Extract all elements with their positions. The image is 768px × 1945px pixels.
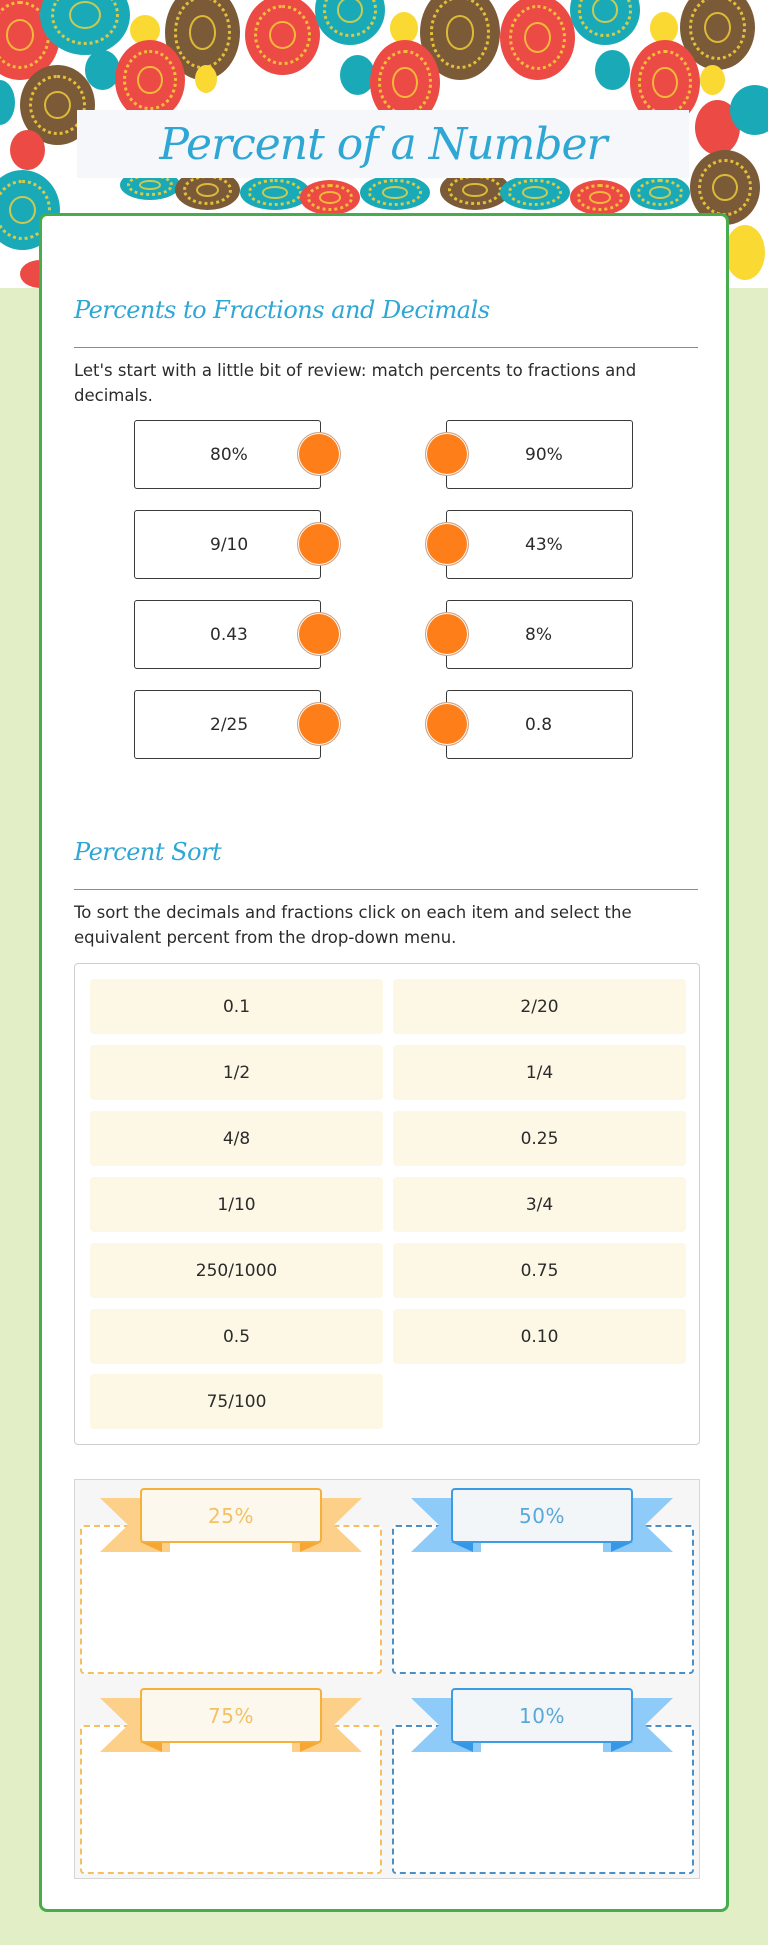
sort-instructions: To sort the decimals and fractions click on each item and select the equivalent percent from the drop-down menu. (74, 903, 632, 947)
sort-item[interactable]: 250/1000 (90, 1243, 383, 1298)
category-label: 75% (140, 1688, 322, 1743)
category-label: 10% (451, 1688, 633, 1743)
sort-item[interactable]: 0.5 (90, 1309, 383, 1364)
category-ribbon (100, 1688, 362, 1750)
match-item-right[interactable] (446, 420, 633, 489)
connector-handle-left[interactable] (297, 702, 341, 746)
sort-item[interactable]: 2/20 (393, 979, 686, 1034)
connector-handle-left[interactable] (297, 432, 341, 476)
sort-item[interactable]: 0.1 (90, 979, 383, 1034)
match-item-right[interactable] (446, 690, 633, 759)
match-item-label: 8% (525, 624, 552, 645)
worksheet-card (39, 213, 729, 1912)
sort-item[interactable]: 1/2 (90, 1045, 383, 1100)
match-item-right[interactable] (446, 600, 633, 669)
section-title-matching: Percents to Fractions and Decimals (74, 296, 490, 324)
matching-instructions: Let's start with a little bit of review: match percents to fractions and decimals. (74, 361, 637, 405)
match-item-label: 80% (210, 444, 248, 465)
page-title: Percent of a Number (159, 118, 607, 170)
connector-handle-right[interactable] (425, 522, 469, 566)
connector-handle-right[interactable] (425, 432, 469, 476)
sort-item[interactable]: 1/4 (393, 1045, 686, 1100)
match-item-left[interactable] (134, 690, 321, 759)
match-item-label: 0.43 (210, 624, 248, 645)
sort-item[interactable]: 75/100 (90, 1374, 383, 1429)
category-ribbon (100, 1488, 362, 1550)
connector-handle-right[interactable] (425, 612, 469, 656)
connector-handle-left[interactable] (297, 522, 341, 566)
match-item-label: 0.8 (525, 714, 553, 735)
sort-items-pool (74, 963, 700, 1445)
match-item-left[interactable] (134, 420, 321, 489)
match-item-right[interactable] (446, 510, 633, 579)
divider (74, 347, 698, 348)
sort-item[interactable]: 4/8 (90, 1111, 383, 1166)
connector-handle-left[interactable] (297, 612, 341, 656)
match-item-left[interactable] (134, 510, 321, 579)
sort-item[interactable]: 0.25 (393, 1111, 686, 1166)
divider (74, 889, 698, 890)
connector-handle-right[interactable] (425, 702, 469, 746)
match-item-label: 90% (525, 444, 563, 465)
match-item-label: 43% (525, 534, 563, 555)
sort-item[interactable]: 1/10 (90, 1177, 383, 1232)
match-item-label: 2/25 (210, 714, 249, 735)
sort-item[interactable]: 0.10 (393, 1309, 686, 1364)
sort-item[interactable]: 3/4 (393, 1177, 686, 1232)
section-title-sort: Percent Sort (74, 838, 222, 866)
sort-item[interactable]: 0.75 (393, 1243, 686, 1298)
category-label: 25% (140, 1488, 322, 1543)
category-ribbon (411, 1488, 673, 1550)
sort-categories (74, 1479, 700, 1879)
title-banner (77, 110, 689, 178)
match-item-left[interactable] (134, 600, 321, 669)
match-item-label: 9/10 (210, 534, 249, 555)
category-ribbon (411, 1688, 673, 1750)
category-label: 50% (451, 1488, 633, 1543)
